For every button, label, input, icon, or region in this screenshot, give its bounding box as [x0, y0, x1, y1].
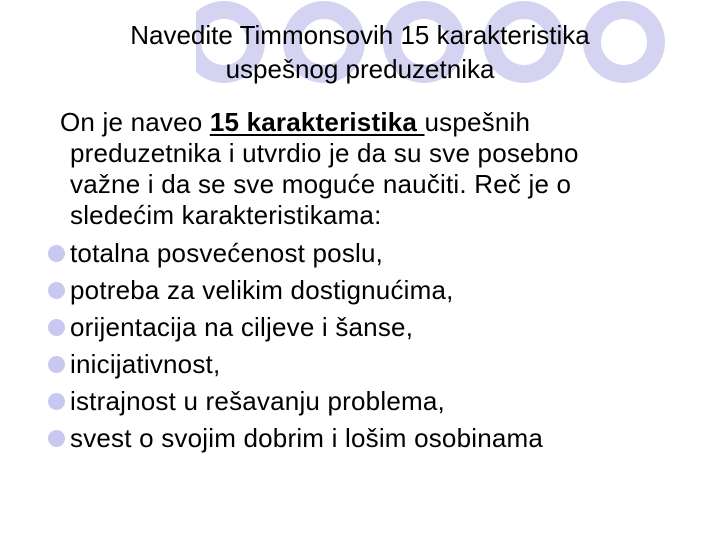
bullet-icon: [48, 282, 65, 299]
characteristics-list: [48, 235, 708, 457]
bullet-icon: [48, 319, 65, 336]
bullet-icon: [48, 245, 65, 262]
list-item-text: potreba za velikim dostignućima,: [70, 275, 454, 305]
intro-line-1: [48, 107, 708, 138]
intro-emphasis: 15 karakteristika: [209, 107, 425, 137]
list-item-text: totalna posvećenost poslu,: [70, 238, 384, 268]
list-item: [48, 383, 708, 420]
list-item: [48, 272, 708, 309]
list-item-text: orijentacija na ciljeve i šanse,: [70, 312, 414, 342]
list-item: [48, 346, 708, 383]
list-item-text: istrajnost u rešavanju problema,: [70, 386, 445, 416]
slide-body: [48, 107, 708, 457]
list-item: [48, 235, 708, 272]
intro-paragraph: [48, 107, 708, 231]
bullet-icon: [48, 393, 65, 410]
intro-tail: uspešnih: [424, 107, 531, 137]
slide-title: [60, 18, 660, 86]
list-item-text: svest o svojim dobrim i lošim osobinama: [70, 423, 544, 453]
intro-line-2: preduzetnika i utvrdio je da su sve posebno: [70, 138, 579, 168]
intro-line-4: sledećim karakteristikama:: [70, 200, 382, 230]
slide-title-line-2: uspešnog preduzetnika: [225, 54, 495, 84]
list-item: [48, 420, 708, 457]
list-item: [48, 309, 708, 346]
bullet-icon: [48, 430, 65, 447]
list-item-text: inicijativnost,: [70, 349, 221, 379]
intro-line-3: važne i da se sve moguće naučiti. Reč je o: [70, 169, 572, 199]
bullet-icon: [48, 356, 65, 373]
intro-lead: On je naveo: [60, 107, 210, 137]
slide-title-line-1: Navedite Timmonsovih 15 karakteristika: [130, 20, 590, 50]
